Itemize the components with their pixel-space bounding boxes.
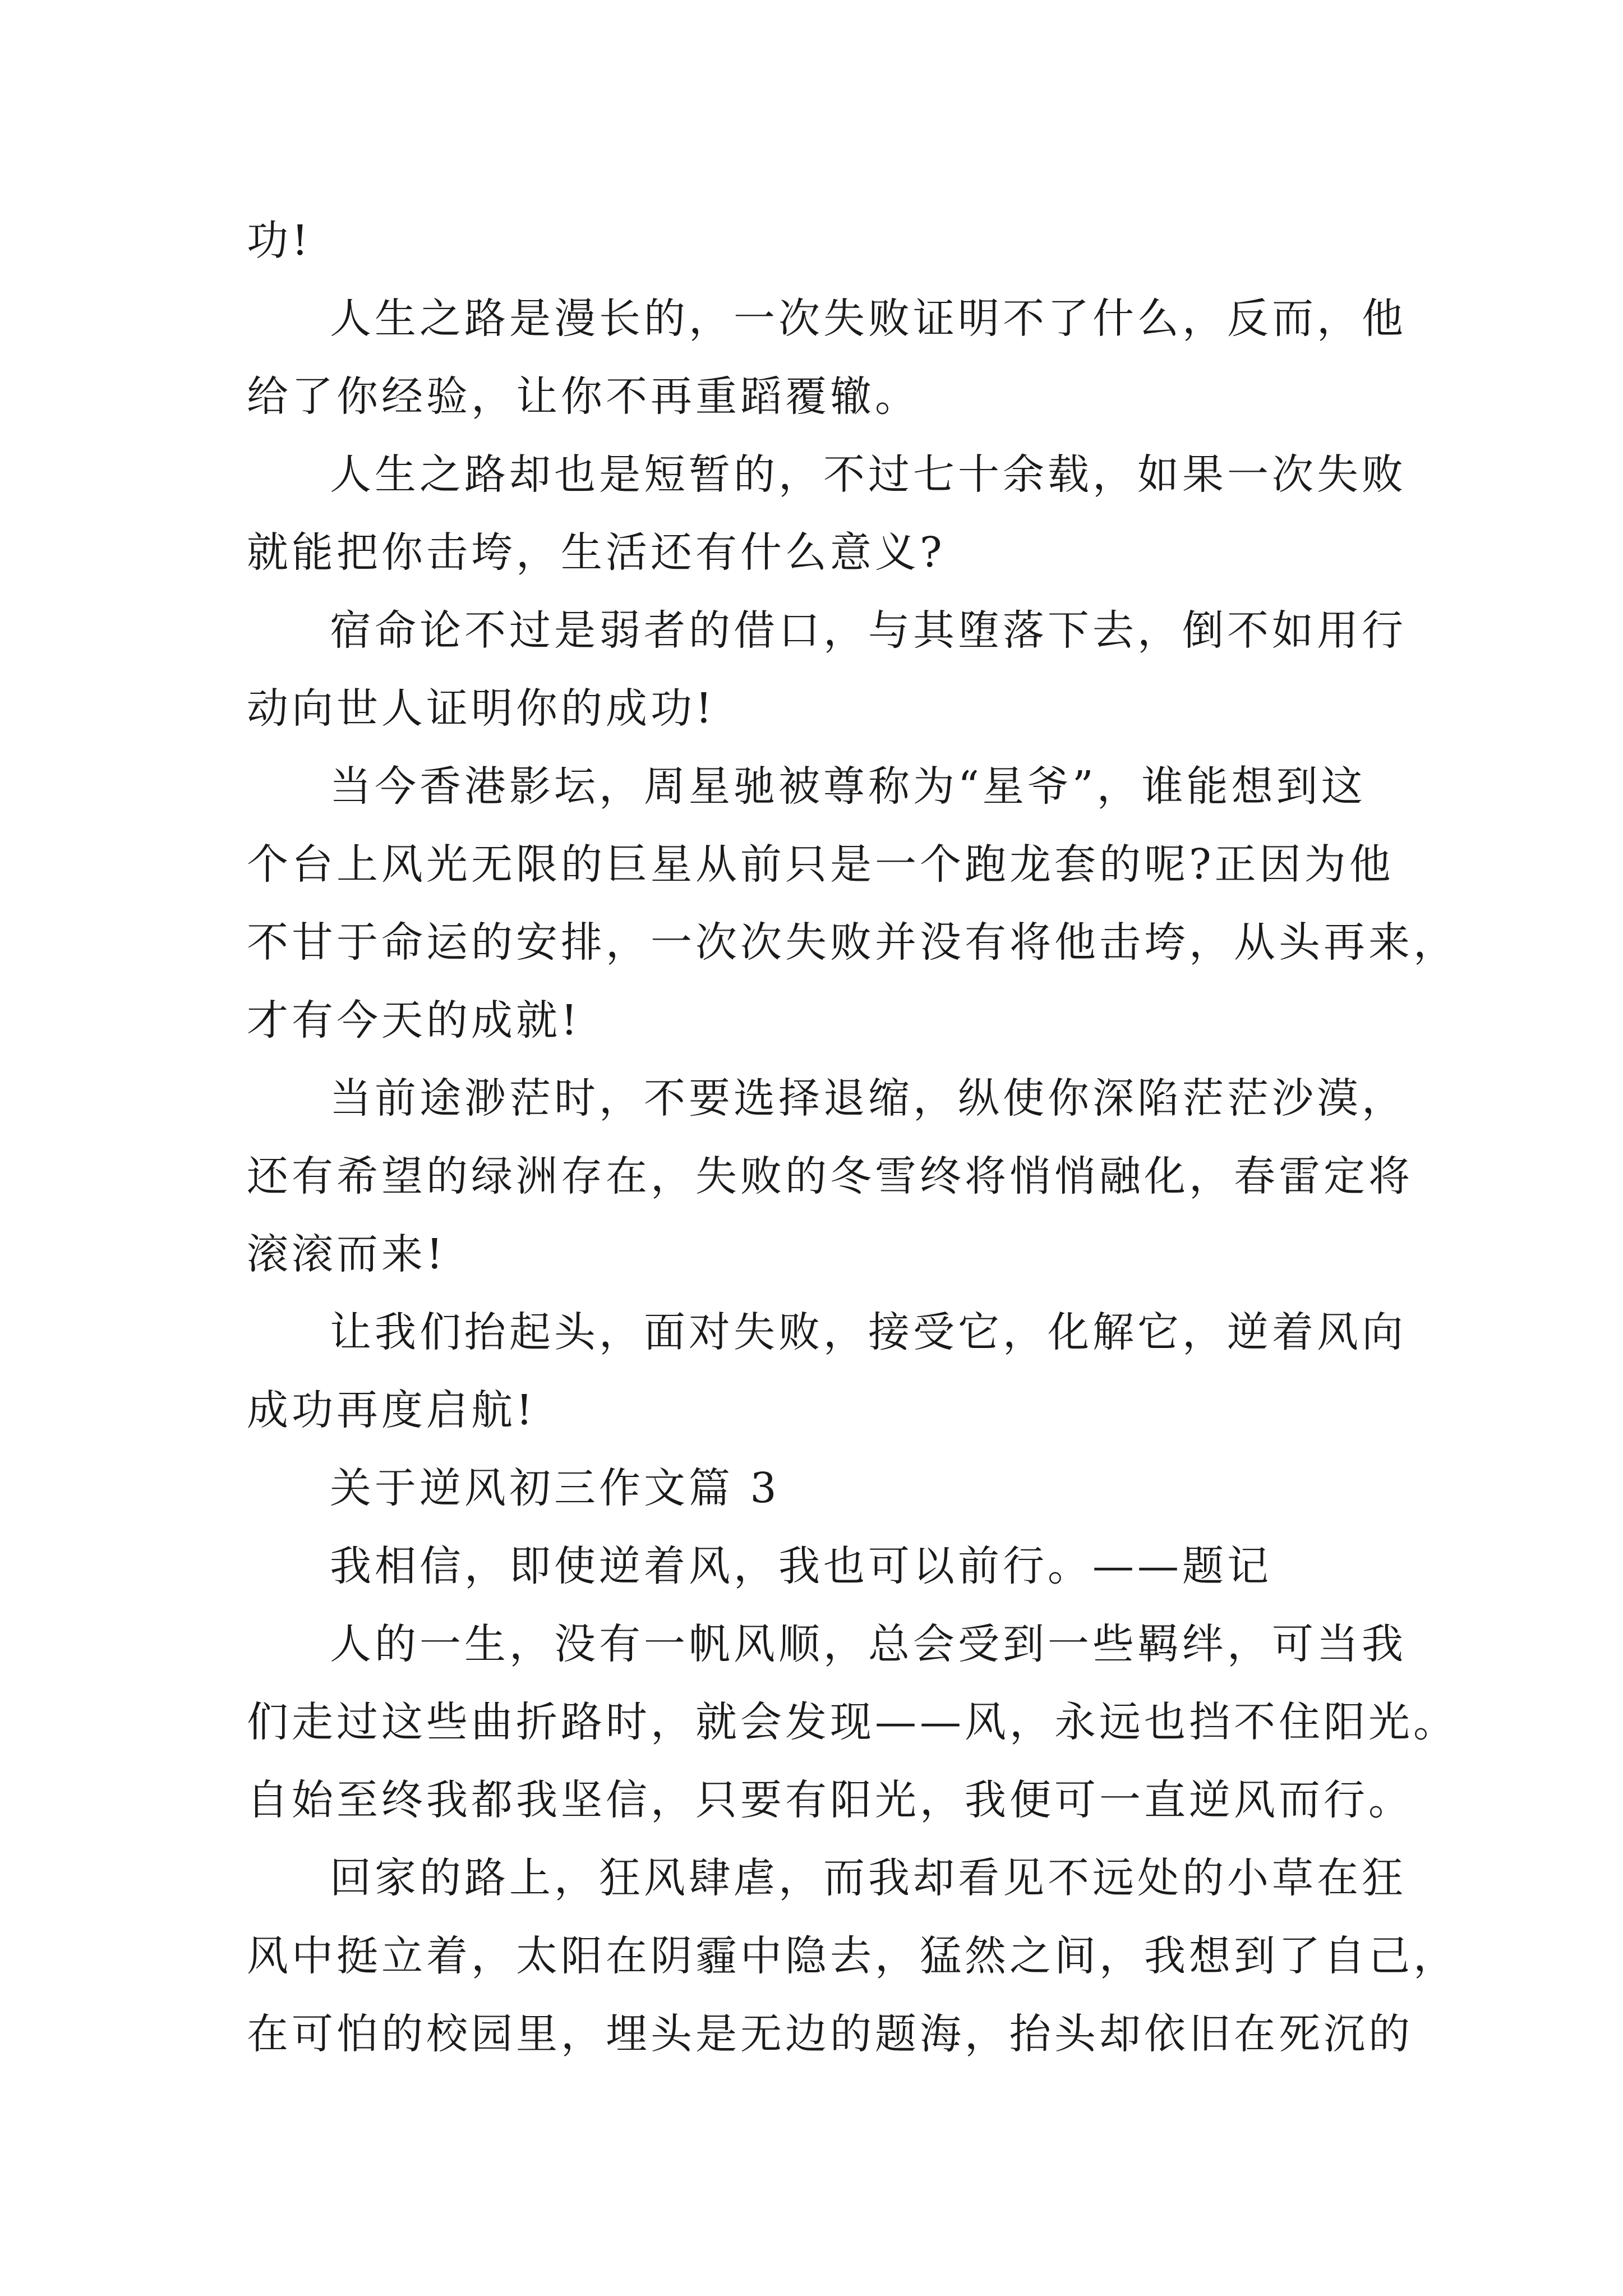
text-line: 滚滚而来! <box>247 1230 446 1278</box>
text-line: 个台上风光无限的巨星从前只是一个跑龙套的呢?正因为他 <box>247 840 1394 889</box>
text-line: 们走过这些曲折路时，就会发现——风，永远也挡不住阳光。 <box>247 1698 1458 1746</box>
text-line: 就能把你击垮，生活还有什么意义? <box>247 528 946 577</box>
paragraph-first-line: 当前途渺茫时，不要选择退缩，纵使你深陷茫茫沙漠， <box>330 1074 1407 1122</box>
text-line: 在可怕的校园里，埋头是无边的题海，抬头却依旧在死沉的 <box>247 2010 1413 2058</box>
text-line: 还有希望的绿洲存在，失败的冬雪终将悄悄融化，春雷定将 <box>247 1152 1413 1200</box>
text-line: 风中挺立着，太阳在阴霾中隐去，猛然之间，我想到了自己， <box>247 1932 1458 1980</box>
text-line: 不甘于命运的安排，一次次失败并没有将他击垮，从头再来， <box>247 918 1458 967</box>
paragraph-first-line: 宿命论不过是弱者的借口，与其堕落下去，倒不如用行 <box>330 606 1407 655</box>
text-line: 给了你经验，让你不再重蹈覆辙。 <box>247 372 920 421</box>
paragraph-first-line: 回家的路上，狂风肆虐，而我却看见不远处的小草在狂 <box>330 1854 1407 1902</box>
paragraph-first-line: 让我们抬起头，面对失败，接受它，化解它，逆着风向 <box>330 1308 1407 1356</box>
text-line: 才有今天的成就! <box>247 996 581 1045</box>
paragraph-first-line: 当今香港影坛，周星驰被尊称为“星爷”，谁能想到这 <box>330 762 1366 811</box>
text-line: 成功再度启航! <box>247 1386 536 1434</box>
paragraph-first-line: 人生之路却也是短暂的，不过七十余载，如果一次失败 <box>330 450 1407 499</box>
epigraph: 我相信，即使逆着风，我也可以前行。——题记 <box>330 1542 1272 1590</box>
text-line: 功! <box>247 217 312 265</box>
essay-text <box>247 202 1458 2073</box>
text-line: 动向世人证明你的成功! <box>247 684 716 733</box>
paragraph-first-line: 人生之路是漫长的，一次失败证明不了什么，反而，他 <box>330 295 1407 343</box>
section-heading: 关于逆风初三作文篇 3 <box>330 1464 780 1512</box>
paragraph-first-line: 人的一生，没有一帆风顺，总会受到一些羁绊，可当我 <box>330 1620 1407 1668</box>
text-line: 自始至终我都我坚信，只要有阳光，我便可一直逆风而行。 <box>247 1776 1413 1824</box>
